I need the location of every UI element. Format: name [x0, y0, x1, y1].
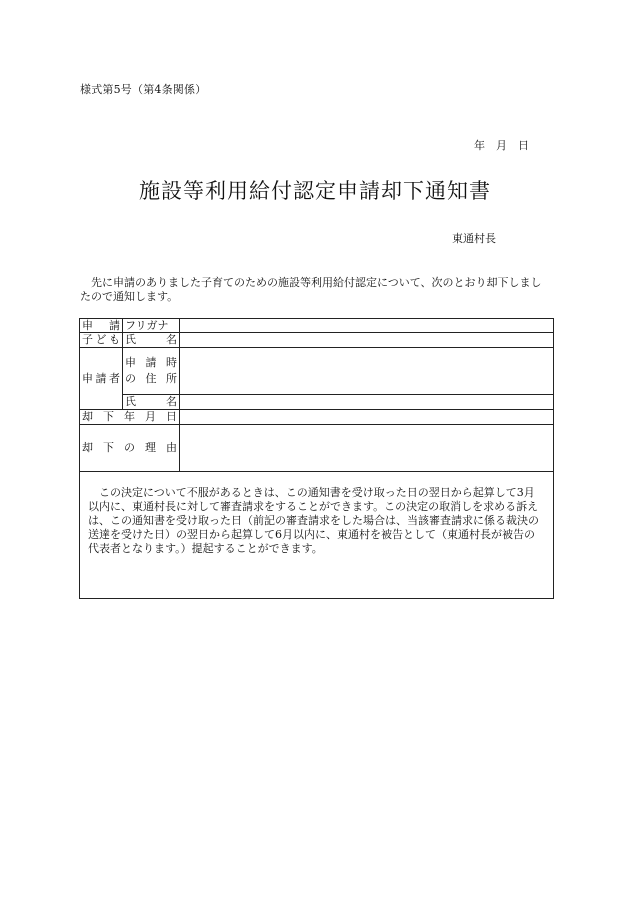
rejection-reason-field[interactable] [180, 425, 554, 472]
rejection-date-field[interactable] [180, 410, 554, 425]
intro-paragraph: 先に申請のありました子育てのための施設等利用給付認定について、次のとおり却下しましたので通知します。 [80, 276, 542, 303]
appeal-notice: この決定について不服があるときは、この通知書を受け取った日の翌日から起算して3月以内に、東通村長に対して審査請求をすることができます。この決定の取消しを求める訴えは、この通知書を受け取った日（前記の審査請求をした場合は、当該審査請求に係る裁決の送達を受けた日）の翌日から起算して6月以内に、東通村を被告として（東通村長が被告の代表者となります。）提起することができます。 [80, 472, 554, 599]
address-label-line1: 申 請 時 [125, 356, 177, 369]
child-label-line2: 子ども [80, 333, 123, 348]
rejection-form-table [79, 318, 554, 599]
rejection-date-label: 却下年月日 [80, 410, 180, 425]
applicant-name-label: 氏 名 [123, 395, 180, 410]
child-name-label: 氏 名 [123, 333, 180, 348]
applicant-label: 申請者 [80, 348, 123, 410]
child-label-line1: 申 請 [80, 319, 123, 333]
date-line: 年 月 日 [474, 139, 529, 152]
rejection-reason-label: 却下の理由 [80, 425, 180, 472]
applicant-name-field[interactable] [180, 395, 554, 410]
child-furigana-field[interactable] [180, 319, 554, 333]
form-number: 様式第5号（第4条関係） [80, 83, 207, 96]
page-title: 施設等利用給付認定申請却下通知書 [139, 179, 491, 203]
applicant-address-field[interactable] [180, 348, 554, 395]
address-label-line2: の 住 所 [125, 372, 177, 385]
issuer: 東通村長 [452, 232, 496, 245]
furigana-label: フリガナ [123, 319, 180, 333]
child-name-field[interactable] [180, 333, 554, 348]
address-label [123, 348, 180, 395]
